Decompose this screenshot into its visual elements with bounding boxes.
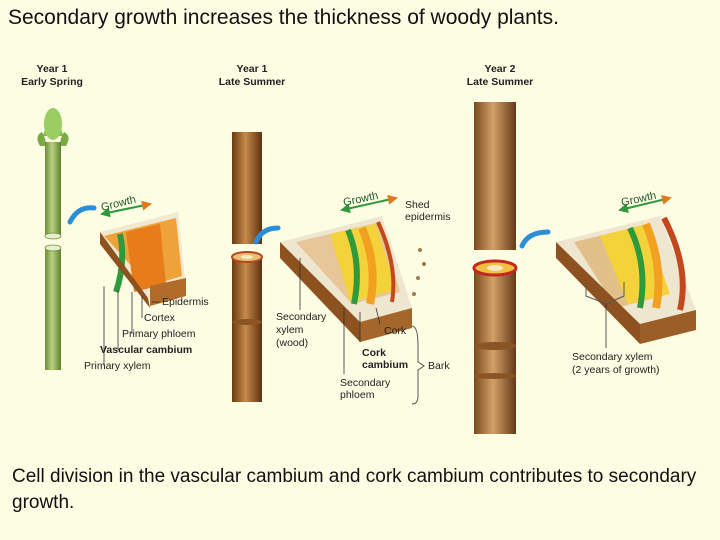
label-vascular-cambium: Vascular cambium [100,344,193,356]
label-secondary-xylem-2yr-2: (2 years of growth) [572,364,660,376]
label-cork-cambium-2: cambium [362,359,409,371]
label-secondary-xylem-2yr-1: Secondary xylem [572,351,653,363]
green-stem [37,108,68,370]
label-cortex: Cortex [144,312,175,324]
cross-section-year2 [556,216,696,344]
stage2-header [219,63,286,88]
slide-title: Secondary growth increases the thickness of woody plants. [8,6,559,29]
label-shed-1: Shed [405,199,430,211]
growth-arrow-1 [100,194,150,214]
growth-label-3: Growth [620,189,658,209]
shed-epidermis-flakes [412,248,426,296]
label-shed-2: epidermis [405,211,451,223]
bark-bracket [412,326,424,404]
label-secondary-xylem-2: xylem [276,324,304,336]
label-secondary-phloem-1: Secondary [340,377,391,389]
stage3-year: Year 2 [484,63,516,75]
growth-arrow-3 [620,190,670,210]
label-cork-cambium-1: Cork [362,347,386,359]
woody-stem-year2 [474,102,516,434]
woody-stem-year1 [232,132,262,402]
stage1-header [21,63,83,88]
stage3-header [467,63,534,88]
stage2-year: Year 1 [236,63,268,75]
secondary-growth-diagram [0,46,720,444]
stage3-season: Late Summer [466,76,534,88]
stage1-year: Year 1 [36,63,68,75]
stage2-season: Late Summer [218,76,286,88]
growth-arrow-2 [342,190,396,210]
label-cork: Cork [384,325,407,337]
growth-label-1: Growth [99,193,138,214]
label-bark: Bark [428,360,450,372]
zoom-arrow-1 [70,208,94,222]
label-primary-xylem: Primary xylem [84,360,151,372]
label-primary-phloem: Primary phloem [122,328,196,340]
label-secondary-xylem-1: Secondary [276,311,327,323]
stage1-season: Early Spring [21,76,83,88]
slide-caption: Cell division in the vascular cambium and cork cambium contributes to secondary growth. [12,466,697,513]
cross-section-year1 [100,212,186,308]
growth-label-2: Growth [342,189,380,209]
label-secondary-xylem-3: (wood) [276,337,309,349]
label-epidermis: Epidermis [162,296,209,308]
zoom-arrow-3 [522,232,548,246]
label-secondary-phloem-2: phloem [340,389,375,401]
